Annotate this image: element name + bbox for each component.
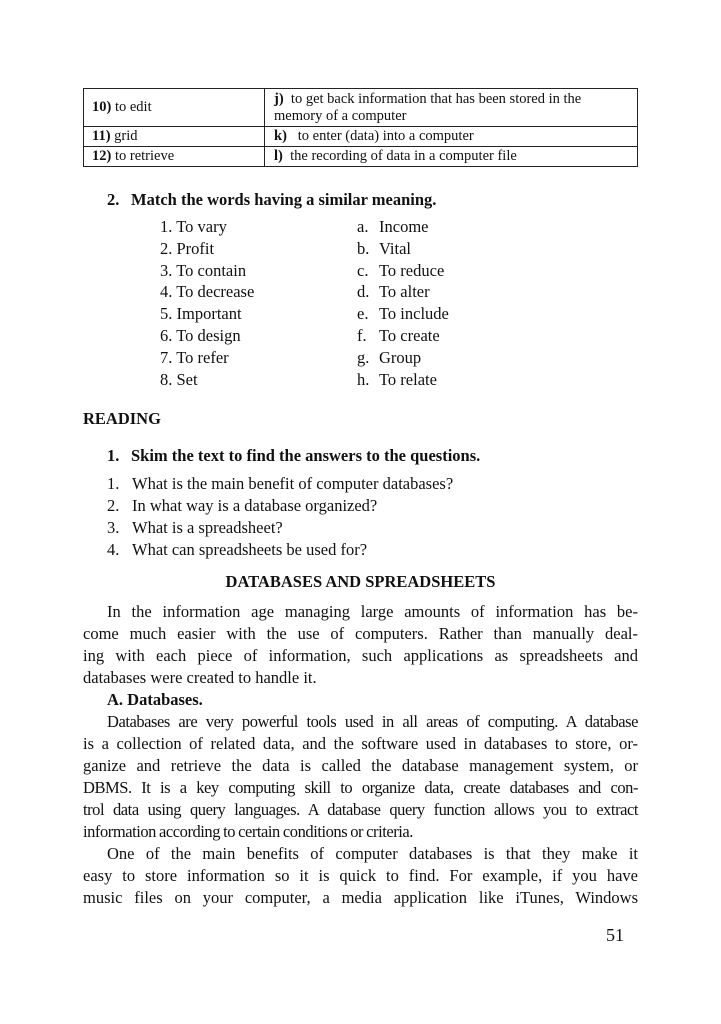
list-item: 8. Set (160, 369, 198, 389)
reading-task-heading: 1. Skim the text to find the answers to the questions. (107, 446, 481, 465)
match-list-left (160, 216, 254, 390)
subheading-databases: A. Databases. (107, 690, 203, 709)
list-item: a. Income (357, 217, 429, 236)
table-row (84, 89, 638, 127)
list-item: 1. What is the main benefit of computer databases? (107, 474, 454, 493)
vocabulary-table (83, 88, 638, 167)
exercise-2-heading: 2. Match the words having a similar meaning. (107, 190, 437, 209)
list-item: d. To alter (357, 282, 430, 302)
text-line: information according to certain conditions or criteria. (83, 822, 413, 841)
table-cell-definition: j) to get back information that has been stored in the memory of a computer (265, 89, 638, 127)
list-item: 2. In what way is a database organized? (107, 496, 378, 515)
list-item: 4. What can spreadsheets be used for? (107, 540, 368, 559)
text-line: come much easier with the use of computers. Rather than manually deal- (83, 624, 638, 643)
match-list-right (357, 216, 449, 390)
text-line: ganize and retrieve the data is called the database management system, or (83, 756, 638, 775)
list-item: e. To include (357, 304, 449, 324)
table-cell-term: 10) to edit (84, 89, 265, 127)
table-row (84, 127, 638, 147)
text-line: databases were created to handle it. (83, 668, 317, 687)
question-list (107, 473, 453, 561)
list-item: 7. To refer (160, 347, 229, 367)
text-line: is a collection of related data, and the software used in databases to store, or- (83, 734, 638, 753)
paragraph-benefits (83, 843, 638, 909)
list-item: 4. To decrease (160, 282, 255, 302)
table-row (84, 147, 638, 167)
text-line: easy to store information so it is quick to find. For example, if you have (83, 866, 638, 885)
list-item: g. Group (357, 347, 422, 367)
paragraph-databases (83, 711, 638, 843)
text-line: trol data using query languages. A database query function allows you to extract (83, 800, 638, 819)
list-item: 1. To vary (160, 217, 227, 236)
text-line: DBMS. It is a key computing skill to organize data, create databases and con- (83, 778, 638, 797)
list-item: 5. Important (160, 304, 242, 324)
page-number: 51 (606, 925, 624, 945)
text-line: music files on your computer, a media application like iTunes, Windows (83, 888, 638, 907)
list-item: 6. To design (160, 325, 241, 345)
list-item: h. To relate (357, 369, 437, 389)
table-cell-term: 11) grid (84, 127, 265, 147)
list-item: 3. To contain (160, 260, 247, 280)
text-line: One of the main benefits of computer databases is that they make it (107, 844, 638, 863)
text-line: Databases are very powerful tools used in all areas of computing. A database (107, 712, 638, 731)
list-item: 2. Profit (160, 238, 215, 258)
paragraph-intro (83, 601, 638, 689)
table-cell-definition: k) to enter (data) into a computer (265, 127, 638, 147)
text-line: In the information age managing large amounts of information has be- (107, 602, 638, 621)
text-line: ing with each piece of information, such applications as spreadsheets and (83, 646, 638, 665)
list-item: 3. What is a spreadsheet? (107, 518, 283, 537)
section-title: READING (83, 409, 161, 428)
table-cell-definition: l) the recording of data in a computer file (265, 147, 638, 167)
table-cell-term: 12) to retrieve (84, 147, 265, 167)
text-title: DATABASES AND SPREADSHEETS (225, 572, 496, 591)
list-item: c. To reduce (357, 260, 445, 280)
list-item: b. Vital (357, 238, 412, 258)
list-item: f. To create (357, 325, 440, 345)
